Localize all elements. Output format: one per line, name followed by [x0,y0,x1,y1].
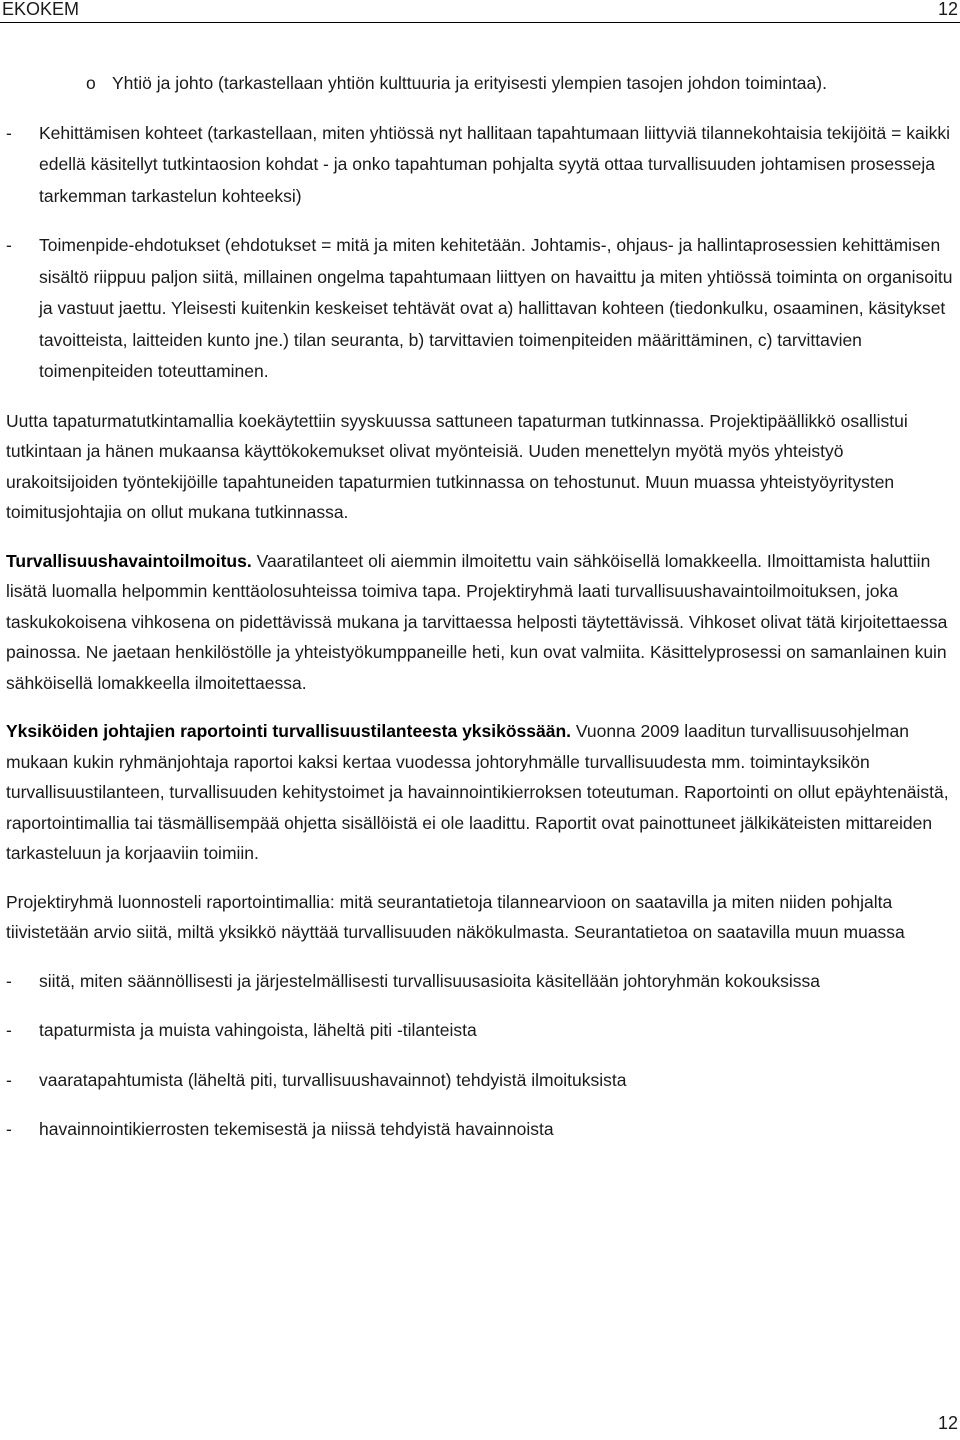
list-item-text: havainnointikierrosten tekemisestä ja niissä tehdyistä havainnoista [39,1119,554,1139]
paragraph-text: Vaaratilanteet oli aiemmin ilmoitettu vain sähköisellä lomakkeella. Ilmoittamista haluttiin lisätä luomalla helpommin kenttäolosuhteissa toimiva tapa. Projektiryhmä laati turvallisuushavaintoilmoituksen, joka taskukokoisena vihkosena on pidettävissä mukana ja tarvittaessa helposti täytettävissä. Vihkoset olivat tätä kirjoitettaessa painossa. Ne jaetaan henkilöstölle ja yhteistyökumppaneille heti, kun ovat valmiita. Käsittelyprosessi on samanlainen kuin sähköisellä lomakkeella ilmoitettaessa. [6,550,948,693]
dash-bullet-icon: - [6,122,12,143]
circle-bullet-icon: o [86,73,96,93]
dash-bullet-icon: - [6,1020,12,1040]
list-item [6,966,954,998]
list-item [6,1114,954,1146]
sub-list-item [6,68,954,100]
list-item [6,230,954,388]
paragraph-yksikot [6,716,954,869]
list-item [6,1065,954,1097]
paragraph-text: Vuonna 2009 laaditun turvallisuusohjelman mukaan kukin ryhmänjohtaja raportoi kaksi kertaa vuodessa johtoryhmälle turvallisuudesta mm. toimintayksikön turvallisuustilanteen, turvallisuuden kehitystoimet ja havainnointikierroksen toteutuman. Raportointi on ollut epäyhtenäistä, raportointimallia tai täsmällisempää ohjetta sisällöistä ei ole laadittu. Raportit ovat painottuneet jälkikäteisten mittareiden tarkasteluun ja korjaaviin toimiin. [6,721,949,863]
paragraph-turvallisuushavainto [6,546,954,699]
list-item-text: siitä, miten säännöllisesti ja järjestelmällisesti turvallisuusasioita käsitellään johtoryhmän kokouksissa [39,970,821,991]
sub-list-item-text: Yhtiö ja johto (tarkastellaan yhtiön kulttuuria ja erityisesti ylempien tasojen johdon toimintaa). [112,73,827,93]
paragraph-projektiryhma: Projektiryhmä luonnosteli raportointimallia: mitä seurantatietoja tilannearvioon on saatavilla ja miten niiden pohjalta tiivistetään arvio siitä, miltä yksikkö näyttää turvallisuuden näkökulmasta. Seurantatietoa on saatavilla muun muassa [6,891,905,942]
document-body [6,68,954,1164]
list-item-text: vaaratapahtumista (läheltä piti, turvallisuushavainnot) tehdyistä ilmoituksista [39,1069,627,1090]
list-item-text: Toimenpide-ehdotukset (ehdotukset = mitä ja miten kehitetään. Johtamis-, ohjaus- ja hallintaprosessien kehittämisen sisältö riippuu paljon siitä, millainen ongelma tapahtumaan liittyen on havaittu ja miten yhtiössä toiminta on organisoitu ja vastuut jaettu. Yleisesti kuitenkin keskeiset tehtävät ovat a) hallittavan kohteen (tiedonkulku, osaaminen, käsitykset tavoitteista, laitteiden kunto jne.) tilan seuranta, b) tarvittavien toimenpiteiden määrittäminen, c) tarvittavien toimenpiteiden toteuttaminen. [39,235,953,381]
paragraph-heading: Turvallisuushavaintoilmoitus. [6,550,252,571]
document-title: EKOKEM [2,0,80,19]
page-header [0,0,960,23]
list-item [6,118,954,213]
list-item [6,1015,954,1047]
dash-bullet-icon: - [6,970,12,991]
dash-bullet-icon: - [6,1119,12,1139]
list-item-text: tapaturmista ja muista vahingoista, läheltä piti -tilanteista [39,1020,477,1040]
list-item-text: Kehittämisen kohteet (tarkastellaan, miten yhtiössä nyt hallitaan tapahtumaan liittyviä tilannekohtaisia tekijöitä = kaikki edellä käsitellyt tutkintaosion kohdat - ja onko tapahtuman pohjalta syytä ottaa turvallisuuden johtamisen prosesseja tarkemman tarkastelun kohteeksi) [39,122,950,206]
dash-bullet-icon: - [6,235,12,255]
footer-page-number: 12 [937,1413,958,1433]
header-page-number: 12 [937,0,958,19]
paragraph-heading: Yksiköiden johtajien raportointi turvallisuustilanteesta yksikössään. [6,721,572,741]
dash-bullet-icon: - [6,1069,12,1090]
paragraph-uutta: Uutta tapaturmatutkintamallia koekäytettiin syyskuussa sattuneen tapaturman tutkinnassa. Projektipäällikkö osallistui tutkintaan ja hänen mukaansa käyttökokemukset olivat myönteisiä. Uuden menettelyn myötä myös yhteistyö urakoitsijoiden työntekijöille tapahtuneiden tapaturmien tutkinnassa on tehostunut. Muun muassa yhteistyöyritysten toimitusjohtajia on ollut mukana tutkinnassa. [6,410,908,522]
